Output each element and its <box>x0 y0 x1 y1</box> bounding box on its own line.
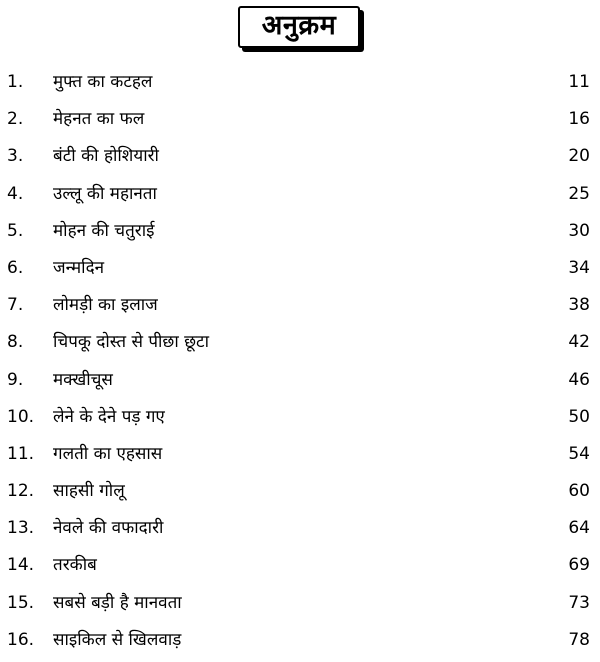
toc-entry-number: 15. <box>7 592 35 613</box>
toc-entry[interactable] <box>0 176 600 213</box>
toc-entry[interactable] <box>0 250 600 287</box>
toc-entry-page-number: 64 <box>568 518 590 539</box>
toc-entry-number: 4. <box>7 183 24 204</box>
toc-entry-title: लेने के देने पड़ गए <box>53 406 165 427</box>
toc-entry-page-number: 11 <box>568 72 590 92</box>
toc-entry-title: जन्मदिन <box>53 257 105 278</box>
toc-entry[interactable] <box>0 64 600 101</box>
toc-entry[interactable] <box>0 101 600 138</box>
toc-entry-title: उल्लू की महानता <box>53 183 157 204</box>
page-title: अनुक्रम <box>261 9 337 41</box>
toc-entry-number: 5. <box>7 220 24 241</box>
toc-entry-number: 12. <box>7 481 35 502</box>
toc-entry-number: 2. <box>7 109 24 130</box>
toc-entry-number: 6. <box>7 257 24 278</box>
toc-entry-title: मेहनत का फल <box>53 109 145 130</box>
toc-entry-title: साइकिल से खिलवाड़ <box>53 629 182 650</box>
toc-entry-number: 8. <box>7 332 24 353</box>
toc-entry[interactable] <box>0 436 600 473</box>
toc-entry-title: चिपकू दोस्त से पीछा छूटा <box>53 332 210 353</box>
toc-entry[interactable] <box>0 547 600 584</box>
toc-entry-title: सबसे बड़ी है मानवता <box>53 592 182 613</box>
toc-entry-page-number: 34 <box>568 257 590 278</box>
toc-entry-page-number: 54 <box>568 443 590 464</box>
toc-entry-page-number: 16 <box>568 109 590 130</box>
toc-entry-title: बंटी की होशियारी <box>53 146 159 167</box>
toc-entry-page-number: 30 <box>568 220 590 241</box>
toc-entry-number: 7. <box>7 295 24 316</box>
toc-entry-title: साहसी गोलू <box>53 481 125 502</box>
toc-entry-number: 1. <box>7 72 24 92</box>
toc-entry[interactable] <box>0 324 600 361</box>
toc-entry-title: लोमड़ी का इलाज <box>53 295 158 316</box>
toc-entry-title: गलती का एहसास <box>53 443 163 464</box>
toc-entry-page-number: 78 <box>568 629 590 650</box>
toc-entry-page-number: 50 <box>568 406 590 427</box>
toc-entry-page-number: 60 <box>568 481 590 502</box>
toc-entry[interactable] <box>0 473 600 510</box>
toc-entry-page-number: 25 <box>568 183 590 204</box>
toc-entry-number: 13. <box>7 518 35 539</box>
toc-entry-number: 3. <box>7 146 24 167</box>
toc-entry[interactable] <box>0 287 600 324</box>
toc-entry-page-number: 46 <box>568 369 590 390</box>
toc-entry-number: 16. <box>7 629 35 650</box>
toc-entry[interactable] <box>0 585 600 622</box>
toc-entry[interactable] <box>0 213 600 250</box>
toc-entry[interactable] <box>0 510 600 547</box>
toc-entry-page-number: 20 <box>568 146 590 167</box>
toc-entry[interactable] <box>0 399 600 436</box>
toc-entry-page-number: 69 <box>568 555 590 576</box>
toc-entry-number: 14. <box>7 555 35 576</box>
toc-entry[interactable] <box>0 362 600 399</box>
toc-entry-page-number: 42 <box>568 332 590 353</box>
toc-entry-number: 10. <box>7 406 35 427</box>
toc-entry[interactable] <box>0 138 600 175</box>
toc-entry-title: मोहन की चतुराई <box>53 220 155 241</box>
table-of-contents <box>0 64 600 659</box>
toc-entry[interactable] <box>0 622 600 659</box>
toc-entry-title: तरकीब <box>53 555 97 576</box>
toc-entry-number: 11. <box>7 443 35 464</box>
toc-entry-number: 9. <box>7 369 24 390</box>
toc-heading-box <box>238 6 360 48</box>
toc-entry-title: मुफ्त का कटहल <box>53 72 153 92</box>
toc-entry-page-number: 38 <box>568 295 590 316</box>
toc-entry-page-number: 73 <box>568 592 590 613</box>
toc-entry-title: नेवले की वफादारी <box>53 518 164 539</box>
toc-entry-title: मक्खीचूस <box>53 369 113 390</box>
